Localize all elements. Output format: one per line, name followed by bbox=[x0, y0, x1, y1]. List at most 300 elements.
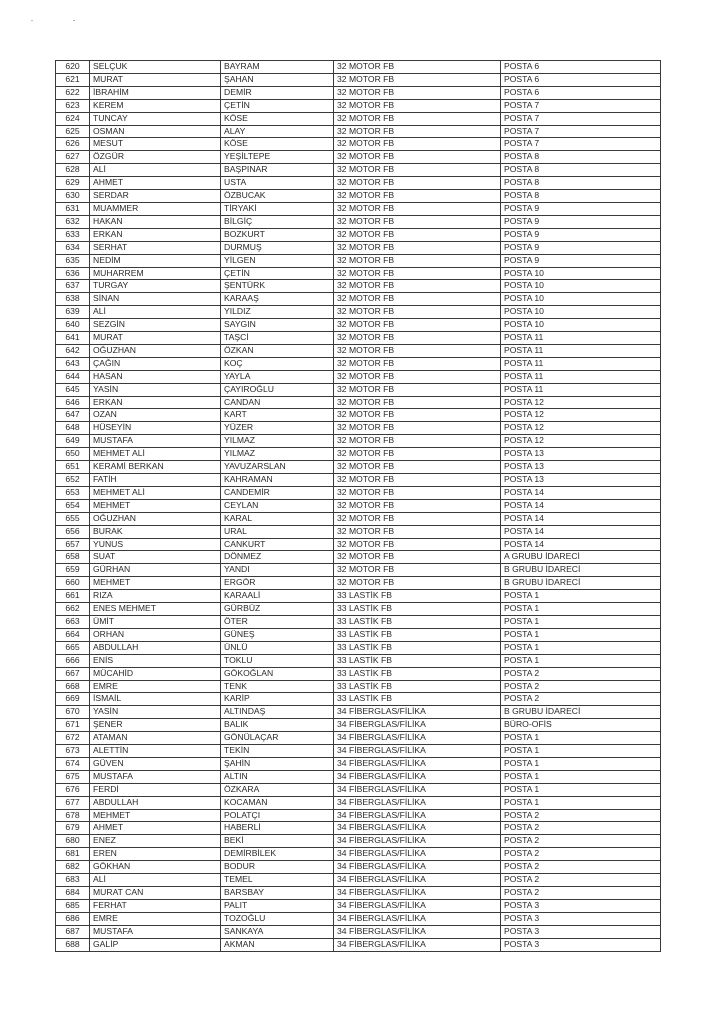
first-name-cell: ORHAN bbox=[90, 628, 221, 641]
post-assignment-cell: POSTA 1 bbox=[501, 654, 661, 667]
first-name-cell: OZAN bbox=[90, 409, 221, 422]
department-cell: 34 FİBERGLAS/FİLİKA bbox=[334, 719, 501, 732]
last-name-cell: GÖNÜLAÇAR bbox=[221, 732, 334, 745]
last-name-cell: KARİP bbox=[221, 693, 334, 706]
last-name-cell: BAYRAM bbox=[221, 61, 334, 74]
first-name-cell: YUNUS bbox=[90, 538, 221, 551]
row-number-cell: 662 bbox=[56, 603, 90, 616]
table-row bbox=[56, 887, 661, 900]
department-cell: 33 LASTİK FB bbox=[334, 628, 501, 641]
row-number-cell: 670 bbox=[56, 706, 90, 719]
first-name-cell: FERDİ bbox=[90, 783, 221, 796]
department-cell: 34 FİBERGLAS/FİLİKA bbox=[334, 757, 501, 770]
table-row bbox=[56, 422, 661, 435]
row-number-cell: 650 bbox=[56, 448, 90, 461]
table-row bbox=[56, 796, 661, 809]
scan-speck bbox=[31, 20, 33, 21]
department-cell: 32 MOTOR FB bbox=[334, 125, 501, 138]
table-row bbox=[56, 280, 661, 293]
row-number-cell: 651 bbox=[56, 461, 90, 474]
last-name-cell: BOZKURT bbox=[221, 228, 334, 241]
post-assignment-cell: POSTA 14 bbox=[501, 512, 661, 525]
row-number-cell: 627 bbox=[56, 151, 90, 164]
post-assignment-cell: POSTA 2 bbox=[501, 693, 661, 706]
department-cell: 34 FİBERGLAS/FİLİKA bbox=[334, 822, 501, 835]
last-name-cell: ÖZKARA bbox=[221, 783, 334, 796]
last-name-cell: TAŞCİ bbox=[221, 332, 334, 345]
table-row bbox=[56, 912, 661, 925]
post-assignment-cell: POSTA 6 bbox=[501, 73, 661, 86]
first-name-cell: MEHMET bbox=[90, 577, 221, 590]
department-cell: 32 MOTOR FB bbox=[334, 228, 501, 241]
row-number-cell: 657 bbox=[56, 538, 90, 551]
first-name-cell: MEHMET ALİ bbox=[90, 448, 221, 461]
table-row bbox=[56, 641, 661, 654]
department-cell: 32 MOTOR FB bbox=[334, 525, 501, 538]
post-assignment-cell: POSTA 9 bbox=[501, 202, 661, 215]
first-name-cell: TURGAY bbox=[90, 280, 221, 293]
first-name-cell: OĞUZHAN bbox=[90, 512, 221, 525]
department-cell: 34 FİBERGLAS/FİLİKA bbox=[334, 732, 501, 745]
table-row bbox=[56, 874, 661, 887]
last-name-cell: ÖTER bbox=[221, 615, 334, 628]
first-name-cell: MUAMMER bbox=[90, 202, 221, 215]
first-name-cell: MÜCAHİD bbox=[90, 667, 221, 680]
row-number-cell: 664 bbox=[56, 628, 90, 641]
row-number-cell: 669 bbox=[56, 693, 90, 706]
first-name-cell: MESUT bbox=[90, 138, 221, 151]
row-number-cell: 660 bbox=[56, 577, 90, 590]
table-row bbox=[56, 732, 661, 745]
last-name-cell: DURMUŞ bbox=[221, 241, 334, 254]
first-name-cell: ABDULLAH bbox=[90, 796, 221, 809]
first-name-cell: SERDAR bbox=[90, 190, 221, 203]
first-name-cell: GALİP bbox=[90, 938, 221, 951]
post-assignment-cell: POSTA 12 bbox=[501, 422, 661, 435]
department-cell: 33 LASTİK FB bbox=[334, 680, 501, 693]
last-name-cell: KARAAŞ bbox=[221, 293, 334, 306]
post-assignment-cell: POSTA 1 bbox=[501, 796, 661, 809]
post-assignment-cell: POSTA 7 bbox=[501, 125, 661, 138]
first-name-cell: RIZA bbox=[90, 590, 221, 603]
post-assignment-cell: POSTA 11 bbox=[501, 370, 661, 383]
post-assignment-cell: POSTA 9 bbox=[501, 241, 661, 254]
row-number-cell: 659 bbox=[56, 564, 90, 577]
table-row bbox=[56, 822, 661, 835]
post-assignment-cell: POSTA 10 bbox=[501, 280, 661, 293]
first-name-cell: KEREM bbox=[90, 99, 221, 112]
row-number-cell: 682 bbox=[56, 861, 90, 874]
last-name-cell: TEKİN bbox=[221, 745, 334, 758]
row-number-cell: 672 bbox=[56, 732, 90, 745]
table-row bbox=[56, 835, 661, 848]
last-name-cell: URAL bbox=[221, 525, 334, 538]
department-cell: 32 MOTOR FB bbox=[334, 267, 501, 280]
table-row bbox=[56, 745, 661, 758]
last-name-cell: KÖSE bbox=[221, 112, 334, 125]
department-cell: 32 MOTOR FB bbox=[334, 357, 501, 370]
row-number-cell: 677 bbox=[56, 796, 90, 809]
table-row bbox=[56, 112, 661, 125]
first-name-cell: SEZGİN bbox=[90, 319, 221, 332]
first-name-cell: ENEZ bbox=[90, 835, 221, 848]
department-cell: 33 LASTİK FB bbox=[334, 693, 501, 706]
first-name-cell: YASİN bbox=[90, 383, 221, 396]
last-name-cell: KOCAMAN bbox=[221, 796, 334, 809]
post-assignment-cell: POSTA 13 bbox=[501, 474, 661, 487]
post-assignment-cell: POSTA 2 bbox=[501, 667, 661, 680]
last-name-cell: KAHRAMAN bbox=[221, 474, 334, 487]
post-assignment-cell: POSTA 9 bbox=[501, 215, 661, 228]
row-number-cell: 641 bbox=[56, 332, 90, 345]
first-name-cell: ŞENER bbox=[90, 719, 221, 732]
last-name-cell: DÖNMEZ bbox=[221, 551, 334, 564]
post-assignment-cell: POSTA 2 bbox=[501, 874, 661, 887]
department-cell: 34 FİBERGLAS/FİLİKA bbox=[334, 783, 501, 796]
department-cell: 34 FİBERGLAS/FİLİKA bbox=[334, 809, 501, 822]
row-number-cell: 636 bbox=[56, 267, 90, 280]
last-name-cell: SANKAYA bbox=[221, 925, 334, 938]
last-name-cell: ALTINDAŞ bbox=[221, 706, 334, 719]
first-name-cell: ENES MEHMET bbox=[90, 603, 221, 616]
row-number-cell: 652 bbox=[56, 474, 90, 487]
row-number-cell: 640 bbox=[56, 319, 90, 332]
first-name-cell: TUNCAY bbox=[90, 112, 221, 125]
department-cell: 34 FİBERGLAS/FİLİKA bbox=[334, 887, 501, 900]
post-assignment-cell: POSTA 1 bbox=[501, 757, 661, 770]
table-row bbox=[56, 370, 661, 383]
department-cell: 32 MOTOR FB bbox=[334, 73, 501, 86]
post-assignment-cell: POSTA 1 bbox=[501, 641, 661, 654]
first-name-cell: BURAK bbox=[90, 525, 221, 538]
post-assignment-cell: POSTA 2 bbox=[501, 822, 661, 835]
first-name-cell: EREN bbox=[90, 848, 221, 861]
last-name-cell: DEMİR bbox=[221, 86, 334, 99]
table-row bbox=[56, 667, 661, 680]
post-assignment-cell: POSTA 8 bbox=[501, 177, 661, 190]
row-number-cell: 667 bbox=[56, 667, 90, 680]
last-name-cell: YILMAZ bbox=[221, 448, 334, 461]
post-assignment-cell: POSTA 10 bbox=[501, 267, 661, 280]
table-row bbox=[56, 448, 661, 461]
department-cell: 34 FİBERGLAS/FİLİKA bbox=[334, 925, 501, 938]
table-row bbox=[56, 861, 661, 874]
row-number-cell: 684 bbox=[56, 887, 90, 900]
first-name-cell: MEHMET bbox=[90, 499, 221, 512]
post-assignment-cell: POSTA 1 bbox=[501, 732, 661, 745]
department-cell: 34 FİBERGLAS/FİLİKA bbox=[334, 912, 501, 925]
post-assignment-cell: POSTA 11 bbox=[501, 332, 661, 345]
table-row bbox=[56, 202, 661, 215]
table-row bbox=[56, 241, 661, 254]
last-name-cell: ÖZKAN bbox=[221, 344, 334, 357]
row-number-cell: 683 bbox=[56, 874, 90, 887]
last-name-cell: BARSBAY bbox=[221, 887, 334, 900]
department-cell: 34 FİBERGLAS/FİLİKA bbox=[334, 745, 501, 758]
last-name-cell: KARAL bbox=[221, 512, 334, 525]
row-number-cell: 649 bbox=[56, 435, 90, 448]
post-assignment-cell: POSTA 2 bbox=[501, 809, 661, 822]
row-number-cell: 665 bbox=[56, 641, 90, 654]
row-number-cell: 673 bbox=[56, 745, 90, 758]
first-name-cell: İBRAHİM bbox=[90, 86, 221, 99]
first-name-cell: MURAT bbox=[90, 332, 221, 345]
department-cell: 32 MOTOR FB bbox=[334, 564, 501, 577]
post-assignment-cell: A GRUBU İDARECİ bbox=[501, 551, 661, 564]
last-name-cell: YILMAZ bbox=[221, 435, 334, 448]
post-assignment-cell: B GRUBU İDARECİ bbox=[501, 564, 661, 577]
last-name-cell: YAYLA bbox=[221, 370, 334, 383]
last-name-cell: TEMEL bbox=[221, 874, 334, 887]
post-assignment-cell: POSTA 11 bbox=[501, 357, 661, 370]
first-name-cell: OSMAN bbox=[90, 125, 221, 138]
row-number-cell: 643 bbox=[56, 357, 90, 370]
last-name-cell: BİLGİÇ bbox=[221, 215, 334, 228]
last-name-cell: CEYLAN bbox=[221, 499, 334, 512]
department-cell: 32 MOTOR FB bbox=[334, 551, 501, 564]
table-row bbox=[56, 190, 661, 203]
table-row bbox=[56, 125, 661, 138]
table-row bbox=[56, 73, 661, 86]
post-assignment-cell: POSTA 1 bbox=[501, 783, 661, 796]
table-row bbox=[56, 151, 661, 164]
table-row bbox=[56, 435, 661, 448]
table-row bbox=[56, 99, 661, 112]
post-assignment-cell: POSTA 14 bbox=[501, 538, 661, 551]
row-number-cell: 685 bbox=[56, 899, 90, 912]
row-number-cell: 646 bbox=[56, 396, 90, 409]
last-name-cell: CANDEMİR bbox=[221, 486, 334, 499]
first-name-cell: MURAT bbox=[90, 73, 221, 86]
first-name-cell: ALİ bbox=[90, 874, 221, 887]
last-name-cell: HABERLİ bbox=[221, 822, 334, 835]
department-cell: 32 MOTOR FB bbox=[334, 202, 501, 215]
first-name-cell: SELÇUK bbox=[90, 61, 221, 74]
post-assignment-cell: POSTA 1 bbox=[501, 628, 661, 641]
last-name-cell: ÜNLÜ bbox=[221, 641, 334, 654]
last-name-cell: YİLGEN bbox=[221, 254, 334, 267]
last-name-cell: YAVUZARSLAN bbox=[221, 461, 334, 474]
first-name-cell: MEHMET bbox=[90, 809, 221, 822]
post-assignment-cell: POSTA 11 bbox=[501, 344, 661, 357]
table-row bbox=[56, 164, 661, 177]
post-assignment-cell: POSTA 10 bbox=[501, 306, 661, 319]
first-name-cell: MUSTAFA bbox=[90, 770, 221, 783]
table-row bbox=[56, 177, 661, 190]
post-assignment-cell: POSTA 3 bbox=[501, 925, 661, 938]
first-name-cell: AHMET bbox=[90, 822, 221, 835]
first-name-cell: MURAT CAN bbox=[90, 887, 221, 900]
table-row bbox=[56, 254, 661, 267]
table-row bbox=[56, 486, 661, 499]
first-name-cell: SİNAN bbox=[90, 293, 221, 306]
first-name-cell: GÜVEN bbox=[90, 757, 221, 770]
department-cell: 32 MOTOR FB bbox=[334, 306, 501, 319]
post-assignment-cell: POSTA 1 bbox=[501, 603, 661, 616]
row-number-cell: 668 bbox=[56, 680, 90, 693]
table-row bbox=[56, 228, 661, 241]
first-name-cell: ERKAN bbox=[90, 228, 221, 241]
last-name-cell: SAYGIN bbox=[221, 319, 334, 332]
department-cell: 33 LASTİK FB bbox=[334, 654, 501, 667]
row-number-cell: 658 bbox=[56, 551, 90, 564]
last-name-cell: ÖZBUCAK bbox=[221, 190, 334, 203]
first-name-cell: FATİH bbox=[90, 474, 221, 487]
first-name-cell: GÖKHAN bbox=[90, 861, 221, 874]
post-assignment-cell: POSTA 6 bbox=[501, 86, 661, 99]
table-row bbox=[56, 925, 661, 938]
first-name-cell: HASAN bbox=[90, 370, 221, 383]
row-number-cell: 620 bbox=[56, 61, 90, 74]
post-assignment-cell: POSTA 9 bbox=[501, 228, 661, 241]
department-cell: 32 MOTOR FB bbox=[334, 164, 501, 177]
row-number-cell: 634 bbox=[56, 241, 90, 254]
department-cell: 32 MOTOR FB bbox=[334, 486, 501, 499]
first-name-cell: MUHARREM bbox=[90, 267, 221, 280]
row-number-cell: 625 bbox=[56, 125, 90, 138]
department-cell: 34 FİBERGLAS/FİLİKA bbox=[334, 848, 501, 861]
last-name-cell: AKMAN bbox=[221, 938, 334, 951]
row-number-cell: 681 bbox=[56, 848, 90, 861]
table-row bbox=[56, 615, 661, 628]
row-number-cell: 629 bbox=[56, 177, 90, 190]
department-cell: 32 MOTOR FB bbox=[334, 474, 501, 487]
table-row bbox=[56, 564, 661, 577]
department-cell: 32 MOTOR FB bbox=[334, 241, 501, 254]
row-number-cell: 661 bbox=[56, 590, 90, 603]
post-assignment-cell: POSTA 7 bbox=[501, 112, 661, 125]
table-row bbox=[56, 383, 661, 396]
department-cell: 34 FİBERGLAS/FİLİKA bbox=[334, 835, 501, 848]
first-name-cell: ÜMİT bbox=[90, 615, 221, 628]
department-cell: 32 MOTOR FB bbox=[334, 190, 501, 203]
post-assignment-cell: POSTA 12 bbox=[501, 396, 661, 409]
last-name-cell: KÖSE bbox=[221, 138, 334, 151]
post-assignment-cell: POSTA 10 bbox=[501, 319, 661, 332]
last-name-cell: KART bbox=[221, 409, 334, 422]
table-row bbox=[56, 628, 661, 641]
post-assignment-cell: POSTA 6 bbox=[501, 61, 661, 74]
last-name-cell: CANDAN bbox=[221, 396, 334, 409]
row-number-cell: 642 bbox=[56, 344, 90, 357]
row-number-cell: 676 bbox=[56, 783, 90, 796]
post-assignment-cell: POSTA 13 bbox=[501, 448, 661, 461]
last-name-cell: TİRYAKİ bbox=[221, 202, 334, 215]
table-row bbox=[56, 409, 661, 422]
last-name-cell: ERGÖR bbox=[221, 577, 334, 590]
post-assignment-cell: POSTA 12 bbox=[501, 435, 661, 448]
department-cell: 32 MOTOR FB bbox=[334, 254, 501, 267]
table-row bbox=[56, 938, 661, 951]
post-assignment-cell: POSTA 1 bbox=[501, 590, 661, 603]
department-cell: 33 LASTİK FB bbox=[334, 667, 501, 680]
row-number-cell: 655 bbox=[56, 512, 90, 525]
table-row bbox=[56, 319, 661, 332]
post-assignment-cell: POSTA 10 bbox=[501, 293, 661, 306]
table-row bbox=[56, 693, 661, 706]
first-name-cell: EMRE bbox=[90, 680, 221, 693]
department-cell: 32 MOTOR FB bbox=[334, 61, 501, 74]
row-number-cell: 686 bbox=[56, 912, 90, 925]
department-cell: 32 MOTOR FB bbox=[334, 435, 501, 448]
row-number-cell: 688 bbox=[56, 938, 90, 951]
table-row bbox=[56, 809, 661, 822]
department-cell: 32 MOTOR FB bbox=[334, 499, 501, 512]
row-number-cell: 675 bbox=[56, 770, 90, 783]
post-assignment-cell: POSTA 2 bbox=[501, 835, 661, 848]
post-assignment-cell: POSTA 12 bbox=[501, 409, 661, 422]
last-name-cell: CANKURT bbox=[221, 538, 334, 551]
row-number-cell: 645 bbox=[56, 383, 90, 396]
last-name-cell: ÇAYIROĞLU bbox=[221, 383, 334, 396]
personnel-table-body bbox=[56, 61, 661, 952]
first-name-cell: İSMAİL bbox=[90, 693, 221, 706]
table-row bbox=[56, 306, 661, 319]
department-cell: 33 LASTİK FB bbox=[334, 641, 501, 654]
first-name-cell: AHMET bbox=[90, 177, 221, 190]
row-number-cell: 671 bbox=[56, 719, 90, 732]
first-name-cell: HÜSEYİN bbox=[90, 422, 221, 435]
scan-speck bbox=[73, 20, 75, 21]
post-assignment-cell: POSTA 1 bbox=[501, 745, 661, 758]
last-name-cell: ÇETİN bbox=[221, 99, 334, 112]
table-row bbox=[56, 538, 661, 551]
row-number-cell: 644 bbox=[56, 370, 90, 383]
department-cell: 33 LASTİK FB bbox=[334, 590, 501, 603]
post-assignment-cell: POSTA 11 bbox=[501, 383, 661, 396]
post-assignment-cell: POSTA 7 bbox=[501, 99, 661, 112]
table-row bbox=[56, 499, 661, 512]
last-name-cell: YILDIZ bbox=[221, 306, 334, 319]
post-assignment-cell: POSTA 3 bbox=[501, 912, 661, 925]
row-number-cell: 666 bbox=[56, 654, 90, 667]
post-assignment-cell: POSTA 2 bbox=[501, 887, 661, 900]
department-cell: 32 MOTOR FB bbox=[334, 86, 501, 99]
first-name-cell: ALİ bbox=[90, 306, 221, 319]
table-row bbox=[56, 512, 661, 525]
last-name-cell: GÜRBÜZ bbox=[221, 603, 334, 616]
table-row bbox=[56, 577, 661, 590]
table-row bbox=[56, 719, 661, 732]
first-name-cell: OĞUZHAN bbox=[90, 344, 221, 357]
last-name-cell: BALIK bbox=[221, 719, 334, 732]
table-row bbox=[56, 293, 661, 306]
department-cell: 32 MOTOR FB bbox=[334, 370, 501, 383]
first-name-cell: EMRE bbox=[90, 912, 221, 925]
table-row bbox=[56, 770, 661, 783]
table-row bbox=[56, 396, 661, 409]
last-name-cell: DEMİRBİLEK bbox=[221, 848, 334, 861]
row-number-cell: 678 bbox=[56, 809, 90, 822]
department-cell: 32 MOTOR FB bbox=[334, 396, 501, 409]
table-row bbox=[56, 551, 661, 564]
table-row bbox=[56, 590, 661, 603]
first-name-cell: GÜRHAN bbox=[90, 564, 221, 577]
last-name-cell: PALIT bbox=[221, 899, 334, 912]
department-cell: 32 MOTOR FB bbox=[334, 151, 501, 164]
row-number-cell: 635 bbox=[56, 254, 90, 267]
first-name-cell: FERHAT bbox=[90, 899, 221, 912]
row-number-cell: 680 bbox=[56, 835, 90, 848]
last-name-cell: KARAALİ bbox=[221, 590, 334, 603]
department-cell: 34 FİBERGLAS/FİLİKA bbox=[334, 706, 501, 719]
department-cell: 32 MOTOR FB bbox=[334, 344, 501, 357]
department-cell: 32 MOTOR FB bbox=[334, 512, 501, 525]
department-cell: 34 FİBERGLAS/FİLİKA bbox=[334, 861, 501, 874]
last-name-cell: GÜNEŞ bbox=[221, 628, 334, 641]
table-row bbox=[56, 267, 661, 280]
last-name-cell: TENK bbox=[221, 680, 334, 693]
